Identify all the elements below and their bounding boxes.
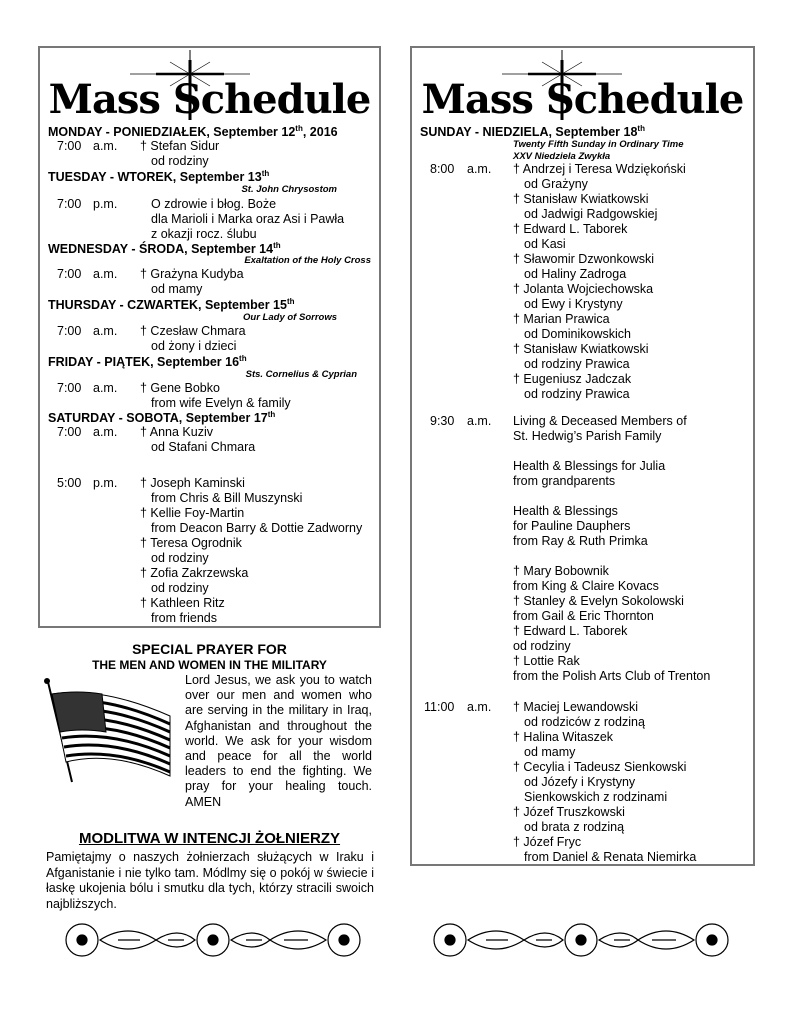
mass-intention: † Edward L. Taborek [513, 222, 628, 236]
mass-intention: † Sławomir Dzwonkowski [513, 252, 655, 266]
mass-intention: † Zofia Zakrzewska [140, 566, 249, 580]
prayer-text: Lord Jesus, we ask you to watch over our men and women who are serving in the military in Iraq, Afghanistan and throughout the world. We ask for your wisdom and peace for all the world leaders to end the fighting. We pray for your healing touch. AMEN [185, 673, 372, 809]
mass-time: 7:00 [57, 324, 82, 338]
mass-intention: Health & Blessings for Julia [513, 459, 666, 473]
mass-intention: from King & Claire Kovacs [513, 579, 659, 593]
mass-ampm: a.m. [93, 425, 118, 439]
mass-intention: od rodziny Prawica [524, 357, 630, 371]
floral-border-ornament-icon [426, 916, 736, 964]
mass-intention: † Marian Prawica [513, 312, 610, 326]
mass-intention: † Czesław Chmara [140, 324, 246, 338]
mass-ampm: a.m. [93, 139, 118, 153]
sunday-schedule-box [410, 46, 755, 866]
day-heading-sunday: SUNDAY - NIEDZIELA, September 18th [420, 124, 645, 140]
mass-intention: from Gail & Eric Thornton [513, 609, 654, 623]
mass-intention: od żony i dzieci [151, 339, 237, 353]
mass-intention: od Dominikowskich [524, 327, 631, 341]
mass-time: 7:00 [57, 197, 82, 211]
mass-time: 5:00 [57, 476, 82, 490]
mass-intention: od rodziny [151, 551, 209, 565]
mass-intention: † Mary Bobownik [513, 564, 609, 578]
american-flag-icon [42, 676, 176, 788]
feast-label: St. John Chrysostom [241, 184, 337, 195]
mass-intention: od Stafani Chmara [151, 440, 256, 454]
mass-intention: from Ray & Ruth Primka [513, 534, 648, 548]
day-heading-wednesday: WEDNESDAY - ŚRODA, September 14th [48, 241, 281, 257]
mass-intention: od mamy [524, 745, 576, 759]
mass-time: 7:00 [57, 381, 82, 395]
day-heading-thursday: THURSDAY - CZWARTEK, September 15th [48, 297, 295, 313]
mass-intention: † Józef Truszkowski [513, 805, 625, 819]
feast-label: Sts. Cornelius & Cyprian [245, 369, 357, 380]
mass-intention: od Haliny Zadroga [524, 267, 627, 281]
mass-intention: for Pauline Dauphers [513, 519, 631, 533]
mass-intention: dla Marioli i Marka oraz Asi i Pawła [151, 212, 345, 226]
weekday-schedule-box [38, 46, 381, 628]
mass-intention: † Joseph Kaminski [140, 476, 245, 490]
mass-intention: od rodziny [513, 639, 571, 653]
mass-intention: Living & Deceased Members of [513, 414, 687, 428]
mass-intention: † Edward L. Taborek [513, 624, 628, 638]
mass-ampm: p.m. [93, 476, 118, 490]
mass-intention: † Gene Bobko [140, 381, 220, 395]
day-heading-monday: MONDAY - PONIEDZIAŁEK, September 12th, 2016 [48, 124, 338, 140]
mass-intention: † Anna Kuziv [140, 425, 213, 439]
feast-label: XXV Niedziela Zwykła [513, 151, 611, 162]
mass-time: 7:00 [57, 425, 82, 439]
prayer-subtitle: THE MEN AND WOMEN IN THE MILITARY [92, 658, 327, 672]
left-header [40, 48, 379, 126]
mass-intention: † Jolanta Wojciechowska [513, 282, 654, 296]
day-heading-friday: FRIDAY - PIĄTEK, September 16th [48, 354, 247, 370]
mass-intention: † Maciej Lewandowski [513, 700, 639, 714]
mass-ampm: p.m. [93, 197, 118, 211]
polish-prayer-text: Pamiętajmy o naszych żołnierzach służących w Iraku i Afganistanie i nie tylko tam. Módlmy się o pokój w świecie i łaskę ukojenia bólu i smutku dla tych, którzy stracili swoich najbliższych. [46, 850, 374, 911]
mass-intention: † Józef Fryc [513, 835, 582, 849]
mass-intention: † Andrzej i Teresa Wdziękoński [513, 162, 686, 176]
mass-intention: † Kellie Foy-Martin [140, 506, 245, 520]
right-header-title: Mass Schedule [421, 76, 744, 123]
mass-intention: od Ewy i Krystyny [524, 297, 623, 311]
mass-intention: † Lottie Rak [513, 654, 580, 668]
mass-intention: † Stanisław Kwiatkowski [513, 192, 649, 206]
mass-ampm: a.m. [93, 324, 118, 338]
polish-prayer-title: MODLITWA W INTENCJI ŻOŁNIERZY [78, 830, 341, 847]
mass-intention: † Kathleen Ritz [140, 596, 225, 610]
mass-intention: from Chris & Bill Muszynski [151, 491, 303, 505]
mass-intention: O zdrowie i błog. Boże [151, 197, 277, 211]
mass-intention: from friends [151, 611, 217, 625]
mass-intention: † Stefan Sidur [140, 139, 220, 153]
mass-intention: z okazji rocz. ślubu [151, 227, 257, 241]
mass-intention: od Grażyny [524, 177, 588, 191]
mass-intention: od Jadwigi Radgowskiej [524, 207, 658, 221]
feast-label: Exaltation of the Holy Cross [244, 255, 371, 266]
mass-ampm: a.m. [93, 381, 118, 395]
mass-intention: od Józefy i Krystyny [524, 775, 636, 789]
mass-intention: od rodziny [151, 154, 209, 168]
mass-intention: from Deacon Barry & Dottie Zadworny [151, 521, 363, 535]
mass-intention: St. Hedwig’s Parish Family [513, 429, 662, 443]
mass-ampm: a.m. [467, 162, 492, 176]
left-header-title: Mass Schedule [48, 76, 371, 123]
mass-time: 7:00 [57, 267, 82, 281]
mass-intention: Sienkowskich z rodzinami [524, 790, 668, 804]
mass-ampm: a.m. [467, 414, 492, 428]
mass-intention: from wife Evelyn & family [151, 396, 291, 410]
mass-intention: † Eugeniusz Jadczak [513, 372, 632, 386]
mass-intention: from the Polish Arts Club of Trenton [513, 669, 711, 683]
mass-intention: † Teresa Ogrodnik [140, 536, 242, 550]
mass-intention: od Kasi [524, 237, 566, 251]
right-header [412, 48, 753, 126]
mass-time: 11:00 [424, 700, 455, 714]
day-heading-tuesday: TUESDAY - WTOREK, September 13th [48, 169, 270, 185]
feast-label: Our Lady of Sorrows [243, 312, 337, 323]
mass-intention: od mamy [151, 282, 203, 296]
mass-time: 8:00 [430, 162, 455, 176]
mass-intention: Health & Blessings [513, 504, 618, 518]
mass-time: 9:30 [430, 414, 455, 428]
mass-intention: † Cecylia i Tadeusz Sienkowski [513, 760, 687, 774]
feast-label: Twenty Fifth Sunday in Ordinary Time [513, 139, 684, 150]
mass-time: 7:00 [57, 139, 82, 153]
mass-intention: od rodziny Prawica [524, 387, 630, 401]
mass-intention: od rodziny [151, 581, 209, 595]
mass-intention: † Halina Witaszek [513, 730, 614, 744]
prayer-title: SPECIAL PRAYER FOR [132, 641, 287, 657]
mass-intention: od rodziców z rodziną [524, 715, 645, 729]
mass-intention: † Grażyna Kudyba [140, 267, 244, 281]
mass-ampm: a.m. [467, 700, 492, 714]
mass-intention: from grandparents [513, 474, 616, 488]
mass-intention: from Daniel & Renata Niemirka [524, 850, 697, 864]
mass-ampm: a.m. [93, 267, 118, 281]
mass-intention: † Stanley & Evelyn Sokolowski [513, 594, 684, 608]
mass-intention: † Stanisław Kwiatkowski [513, 342, 649, 356]
floral-border-ornament-icon [58, 916, 368, 964]
day-heading-saturday: SATURDAY - SOBOTA, September 17th [48, 410, 276, 426]
mass-intention: od brata z rodziną [524, 820, 625, 834]
